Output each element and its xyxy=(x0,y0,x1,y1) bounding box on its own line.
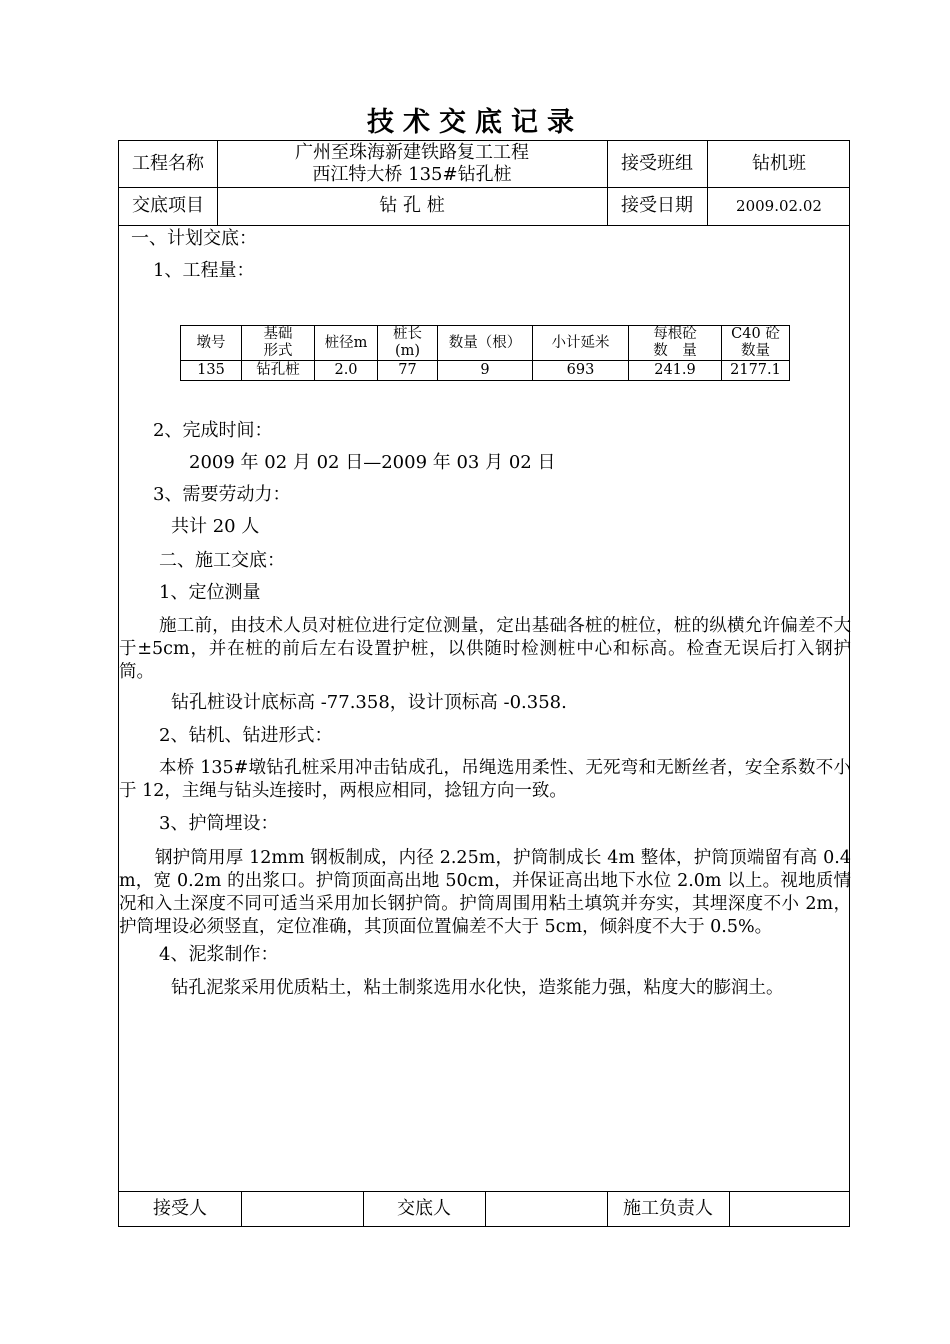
s3-heading: 3、护筒埋设： xyxy=(159,813,279,834)
cell-quantity: 9 xyxy=(438,361,533,381)
cell-foundation-type: 钻孔桩 xyxy=(242,361,315,381)
col-concrete-per-pile: 每根砼 数 量 xyxy=(629,326,722,361)
col-foundation-type: 基础 形式 xyxy=(242,326,315,361)
quantity-table-header-row xyxy=(181,326,790,361)
s2-heading: 2、钻机、钻进形式： xyxy=(159,725,333,746)
item-label: 交底项目 xyxy=(132,195,204,216)
cell-concrete-per-pile: 241.9 xyxy=(629,361,722,381)
receiver-signature-field[interactable] xyxy=(241,1191,363,1226)
project-name-line1: 广州至珠海新建铁路复工工程 xyxy=(295,142,529,163)
s3-paragraph: 钢护筒用厚 12mm 钢板制成，内径 2.25m，护筒制成长 4m 整体，护筒顶端留有高 0.4m，宽 0.2m 的出浆口。护筒顶面高出地 50cm，并保证高出地下水位 2.0m 以上。视地质情况和入土深度不同可适当采用加长钢护筒。护筒周围用粘土填筑并夯实，其埋深度不小 2m，护筒埋设必须竖直，定位准确，其顶面位置偏差不大于 5cm，倾斜度不大于 0.5%。 xyxy=(119,848,851,937)
project-name-line2: 西江特大桥 135#钻孔桩 xyxy=(312,164,512,185)
section1-heading: 一、计划交底： xyxy=(131,228,257,249)
section2-heading: 二、施工交底： xyxy=(159,550,285,571)
project-name-value xyxy=(217,141,607,187)
presenter-signature-field[interactable] xyxy=(485,1191,607,1226)
receiving-team-label: 接受班组 xyxy=(621,153,693,174)
supervisor-label: 施工负责人 xyxy=(623,1197,713,1219)
s1-heading: 1、定位测量 xyxy=(159,582,261,603)
s4-paragraph: 钻孔泥浆采用优质粘土，粘土制浆选用水化快，造浆能力强，粘度大的膨润土。 xyxy=(171,978,784,998)
receive-date-value: 2009.02.02 xyxy=(736,197,822,215)
page-title: 技术交底记录 xyxy=(367,107,583,138)
s1-paragraph: 施工前，由技术人员对桩位进行定位测量，定出基础各桩的桩位，桩的纵横允许偏差不大于±5cm，并在桩的前后左右设置护桩，以供随时检测桩中心和标高。检查无误后打入钢护筒。 xyxy=(119,616,851,682)
col-pile-diameter: 桩径m xyxy=(315,326,378,361)
record-form xyxy=(118,140,850,1227)
col-pile-length: 桩长 (m) xyxy=(378,326,438,361)
time-value: 2009 年 02 月 02 日—2009 年 03 月 02 日 xyxy=(189,452,556,473)
cell-c40-concrete: 2177.1 xyxy=(722,361,790,381)
quantity-table xyxy=(180,325,790,381)
time-heading: 2、完成时间： xyxy=(153,420,273,441)
header-bottom-divider xyxy=(119,225,849,226)
presenter-label: 交底人 xyxy=(397,1197,451,1219)
s2-paragraph: 本桥 135#墩钻孔桩采用冲击钻成孔，吊绳选用柔性、无死弯和无断丝者，安全系数不小于 12，主绳与钻头连接时，两根应相同，捻钮方向一致。 xyxy=(119,758,851,801)
col-pier-no: 墩号 xyxy=(181,326,242,361)
cell-subtotal-length: 693 xyxy=(533,361,629,381)
table-row xyxy=(181,361,790,381)
cell-pile-length: 77 xyxy=(378,361,438,381)
labor-heading: 3、需要劳动力： xyxy=(153,484,291,505)
labor-value: 共计 20 人 xyxy=(171,516,260,537)
col-subtotal-length: 小计延米 xyxy=(533,326,629,361)
receiving-team-value: 钻机班 xyxy=(752,153,806,174)
s1-elevation: 钻孔桩设计底标高 -77.358，设计顶标高 -0.358. xyxy=(171,692,567,713)
project-name-label: 工程名称 xyxy=(132,153,204,174)
item-value: 钻 孔 桩 xyxy=(379,195,445,216)
s4-heading: 4、泥浆制作： xyxy=(159,944,279,965)
col-c40-concrete: C40 砼 数量 xyxy=(722,326,790,361)
receiver-label: 接受人 xyxy=(153,1197,207,1219)
cell-pier-no: 135 xyxy=(181,361,242,381)
receive-date-label: 接受日期 xyxy=(621,195,693,216)
supervisor-signature-field[interactable] xyxy=(729,1191,851,1226)
cell-pile-diameter: 2.0 xyxy=(315,361,378,381)
col-quantity: 数量（根） xyxy=(438,326,533,361)
quantity-heading: 1、工程量： xyxy=(153,260,255,281)
